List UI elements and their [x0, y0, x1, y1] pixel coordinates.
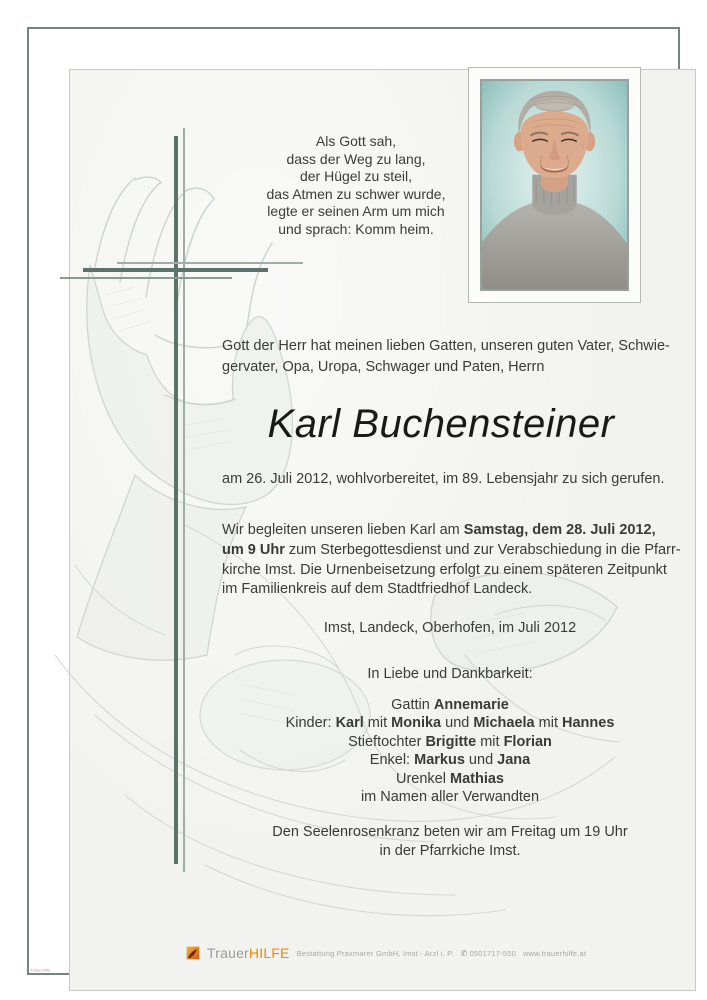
family-line: Urenkel Mathias	[396, 770, 504, 787]
website-text: www.trauerhilfe.at	[522, 948, 587, 958]
company-line: Bestattung Praxmarer GmbH, Imst - Arzl i. P.	[296, 948, 454, 958]
phone-block	[461, 949, 516, 958]
cross-horizontal-light	[117, 262, 303, 264]
poem-line: der Hügel zu steil,	[299, 168, 413, 185]
family-line: Enkel: Markus und Jana	[369, 752, 531, 769]
poem-line: das Atmen zu schwer wurde,	[266, 185, 446, 202]
family-list	[230, 696, 670, 806]
obituary-intro	[222, 336, 670, 377]
cross-vertical-light	[183, 128, 185, 872]
family-line: Stieftochter Brigitte mit Florian	[348, 733, 552, 750]
deceased-name: Karl Buchensteiner	[267, 402, 615, 446]
footer-branding	[186, 945, 586, 961]
cross-horizontal-mid	[60, 277, 232, 279]
rosary-line: in der Pfarrkiche Imst.	[379, 843, 521, 859]
place-date-line: Imst, Landeck, Oberhofen, im Juli 2012	[323, 620, 577, 636]
thanks-line: In Liebe und Dankbarkeit:	[367, 666, 533, 682]
trauerhilfe-logo-icon	[186, 946, 200, 960]
brand-wordmark	[207, 945, 290, 961]
service-line: um 9 Uhr zum Sterbegottesdienst und zur Verabschiedung in die Pfarr-	[222, 541, 681, 558]
intro-line: Gott der Herr hat meinen lieben Gatten, unseren guten Vater, Schwie-	[222, 338, 670, 354]
cross-vertical-dark	[174, 136, 178, 864]
poem-line: und sprach: Komm heim.	[278, 220, 434, 237]
service-line: im Familienkreis auf dem Stadtfriedhof Landeck.	[222, 581, 533, 598]
cross-horizontal-dark	[83, 268, 268, 272]
family-line: Kinder: Karl mit Monika und Michaela mit Hannes	[285, 715, 615, 732]
phone-number: 0501717-550	[469, 948, 516, 958]
poem-line: Als Gott sah,	[315, 133, 397, 149]
phone-icon: ✆	[460, 948, 468, 958]
imprint-text: © TrauerHilfe	[26, 969, 51, 973]
funeral-service-paragraph	[222, 521, 681, 600]
portrait-illustration	[482, 81, 627, 289]
intro-line: gervater, Opa, Uropa, Schwager und Paten, Herrn	[222, 358, 545, 375]
service-line: Wir begleiten unseren lieben Karl am Samstag, dem 28. Juli 2012,	[222, 522, 656, 538]
rosary-notice	[230, 823, 670, 861]
rosary-line: Den Seelenrosenkranz beten wir am Freitag um 19 Uhr	[272, 824, 628, 840]
portrait-photo-frame	[468, 67, 641, 303]
family-line: Gattin Annemarie	[391, 697, 509, 713]
poem-line: dass der Weg zu lang,	[286, 150, 426, 167]
death-date-line: am 26. Juli 2012, wohlvorbereitet, im 89. Lebensjahr zu sich gerufen.	[222, 471, 665, 487]
brand-hilfe: HILFE	[248, 945, 290, 961]
portrait-photo	[480, 79, 629, 291]
poem-line: legte er seinen Arm um mich	[267, 203, 445, 220]
brand-trauer: Trauer	[207, 945, 249, 961]
poem-verse	[240, 133, 472, 239]
family-line: im Namen aller Verwandten	[360, 789, 540, 806]
service-line: kirche Imst. Die Urnenbeisetzung erfolgt zu einem späteren Zeitpunkt	[222, 561, 667, 578]
